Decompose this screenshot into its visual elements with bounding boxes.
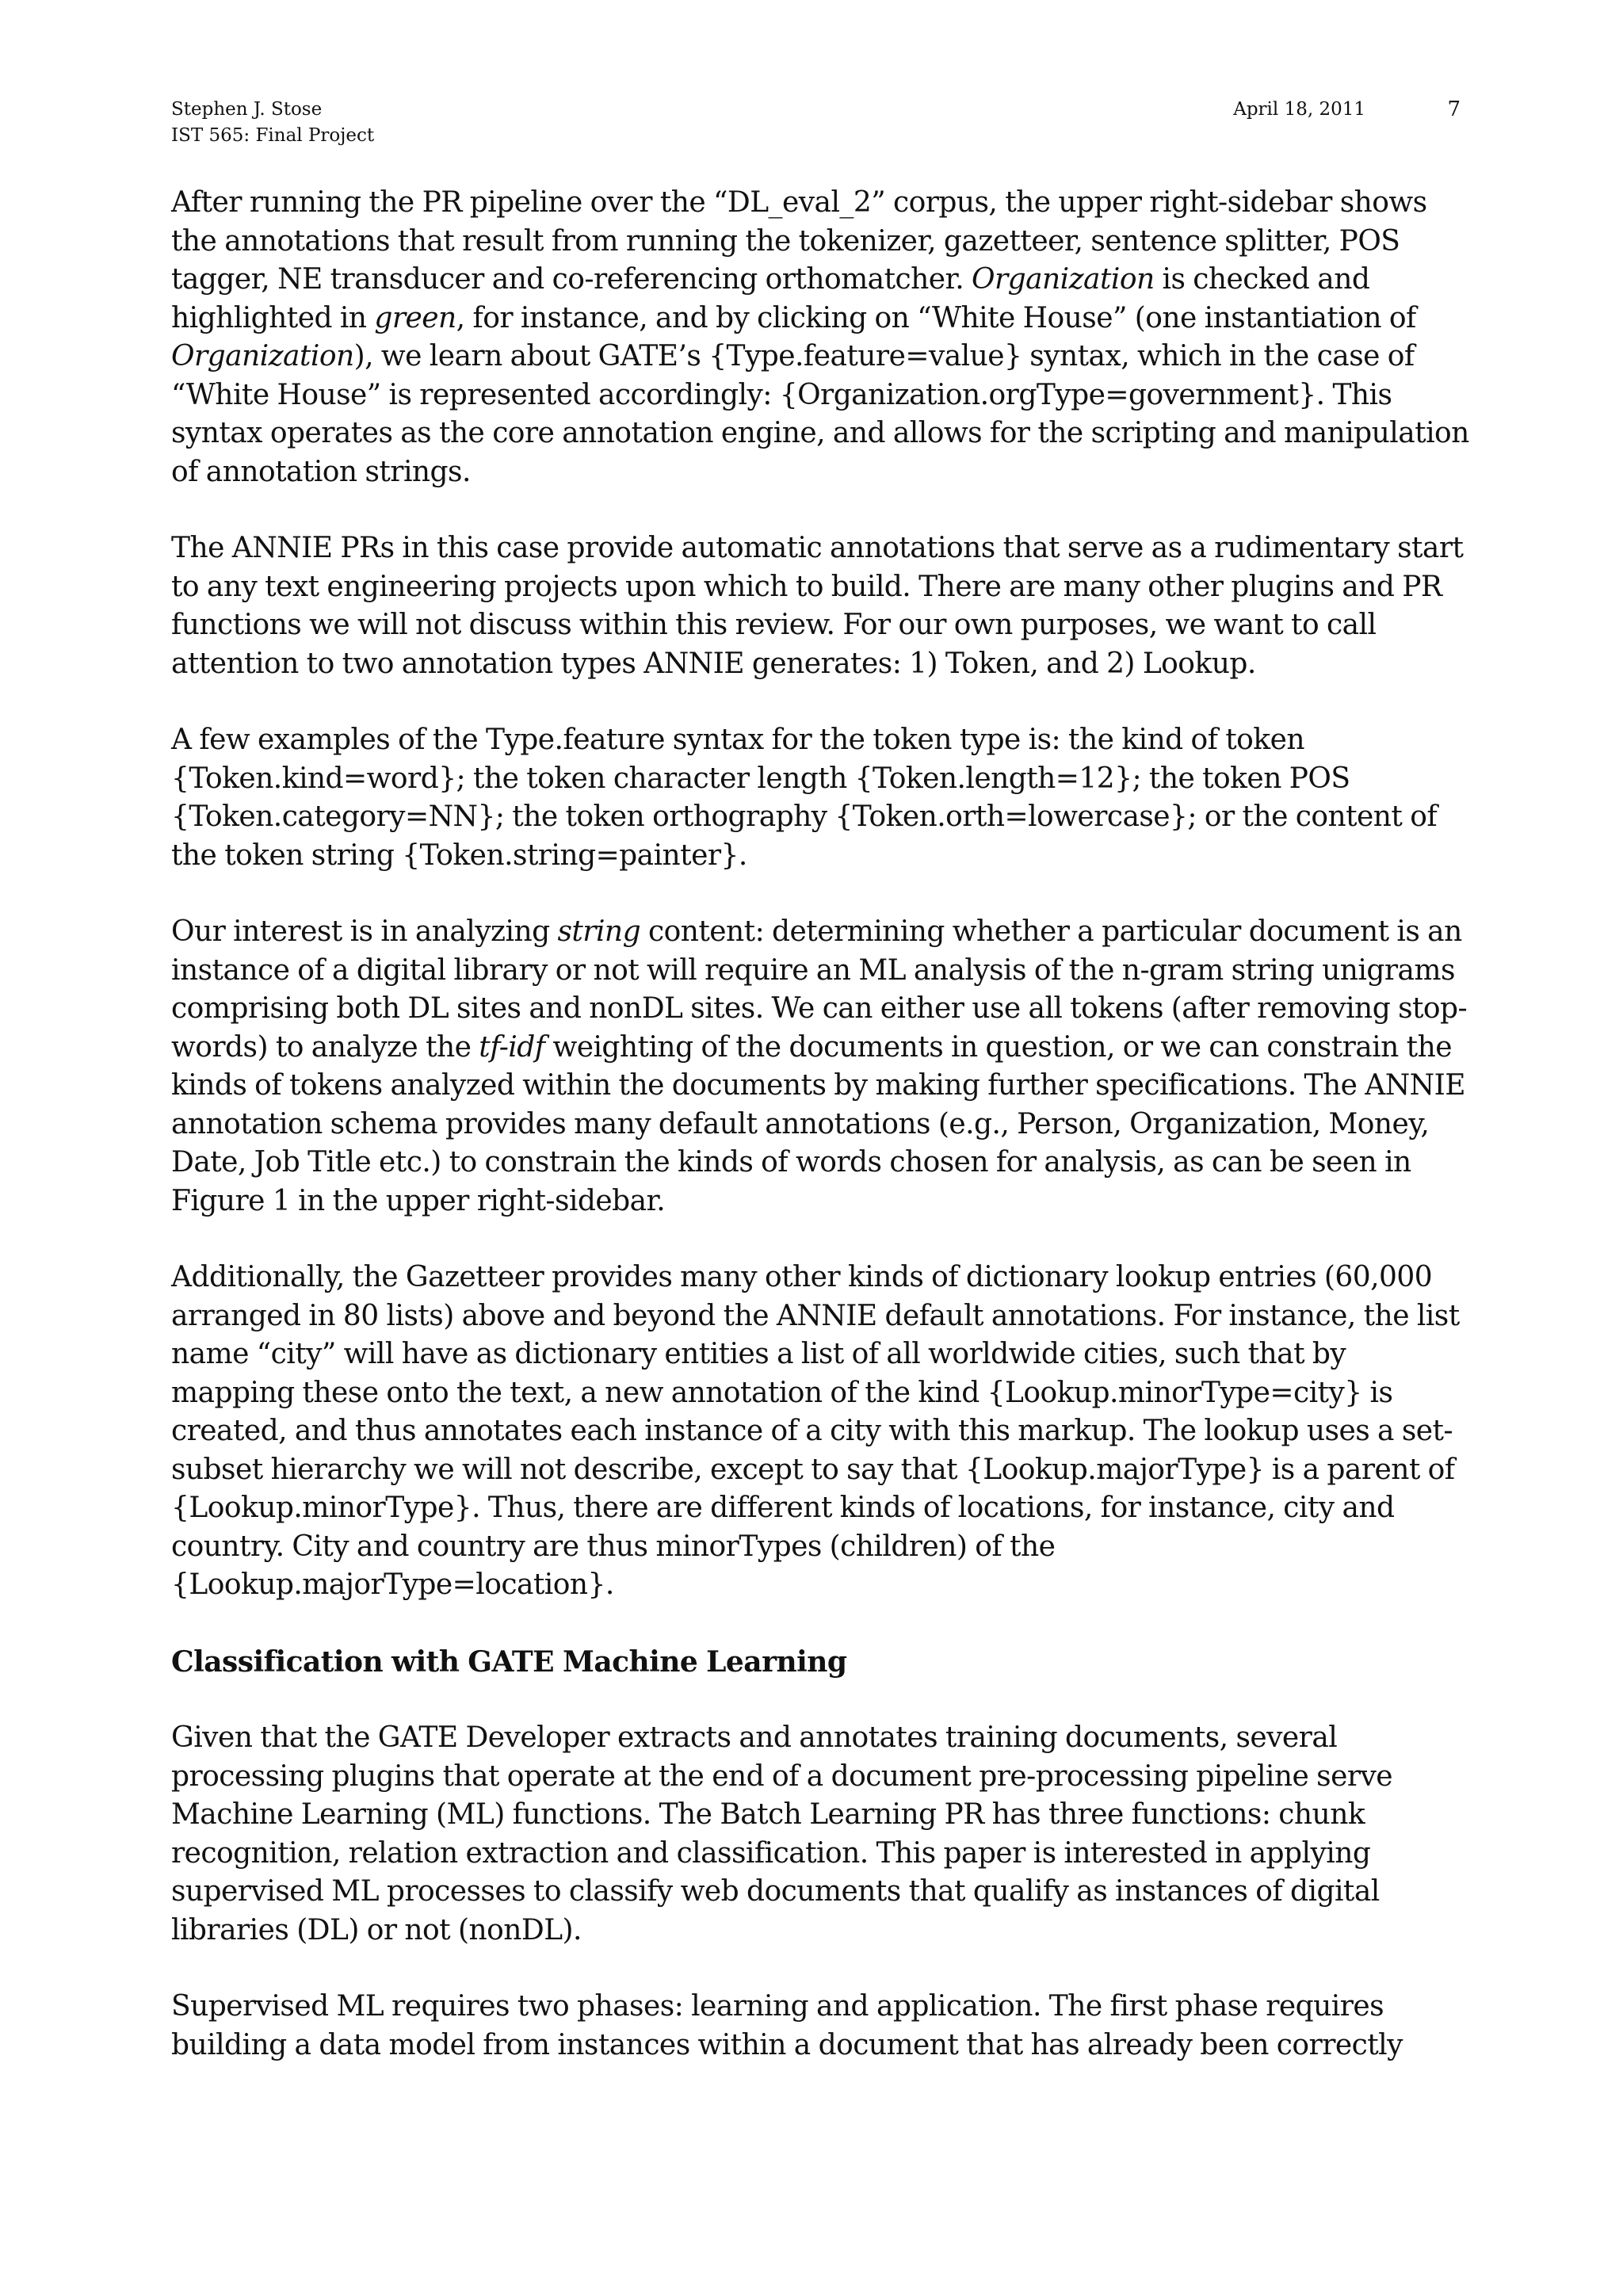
- p1-text-c: is checked and highlighted in: [171, 263, 1370, 334]
- page-number: 7: [1447, 97, 1461, 121]
- p4-italic-tfidf: tf-idf: [479, 1030, 545, 1064]
- p4-text-c: content: determining whether a particular document is an instance of a digital library or not will require an ML analysis of the n-gram string unigrams comprising both DL sites and nonDL sites. We can either use all tokens (after removing stop-words) to analyze the: [171, 915, 1468, 1064]
- paragraph-5: Additionally, the Gazetteer provides many other kinds of dictionary lookup entries (60,000 arranged in 80 lists) above and beyond the ANNIE default annotations. For instance, the list name “city” will have as dictionary entities a list of all worldwide cities, such that by mapping these onto the text, a new annotation of the kind {Lookup.minorType=city} is created, and thus annotates each instance of a city with this markup. The lookup uses a set-subset hierarchy we will not describe, except to say that {Lookup.majorType} is a parent of {Lookup.minorType}. Thus, there are different kinds of locations, for instance, city and country. City and country are thus minorTypes (children) of the {Lookup.majorType=location}.: [171, 1261, 1460, 1601]
- p1-text-e: , for instance, and by clicking on “White House” (one instantiation of: [456, 301, 1416, 334]
- course-title: IST 565: Final Project: [171, 125, 375, 146]
- header-date: April 18, 2011: [1233, 99, 1365, 120]
- paragraph-6: Given that the GATE Developer extracts and annotates training documents, several processing plugins that operate at the end of a document pre-processing pipeline serve Machine Learning (ML) functions. The Batch Learning PR has three functions: chunk recognition, relation extraction and classification. This paper is interested in applying supervised ML processes to classify web documents that qualify as instances of digital libraries (DL) or not (nonDL).: [171, 1721, 1393, 1946]
- p1-text-g: ), we learn about GATE’s {Type.feature=value} syntax, which in the case of “White House” is represented accordingly: {Organization.orgType=government}. This syntax operates as the core annotation engine, and allows for the scripting and manipulation of annotation strings.: [171, 340, 1469, 488]
- p4-italic-string: string: [557, 915, 641, 948]
- p1-italic-green: green: [374, 301, 456, 334]
- paragraph-7: Supervised ML requires two phases: learning and application. The first phase requires building a data model from instances within a document that has already been correctly: [171, 1990, 1403, 2061]
- paragraph-2: The ANNIE PRs in this case provide automatic annotations that serve as a rudimentary start to any text engineering projects upon which to build. There are many other plugins and PR functions we will not discuss within this review. For our own purposes, we want to call attention to two annotation types ANNIE generates: 1) Token, and 2) Lookup.: [171, 532, 1464, 680]
- p1-italic-organization-2: Organization: [171, 340, 354, 372]
- paragraph-3: A few examples of the Type.feature syntax for the token type is: the kind of token {Token.kind=word}; the token character length {Token.length=12}; the token POS {Token.category=NN}; the token orthography {Token.orth=lowercase}; or the content of the token string {Token.string=painter}.: [171, 724, 1438, 872]
- p1-text-a: After running the PR pipeline over the “DL_eval_2” corpus, the upper right-sidebar shows the annotations that result from running the tokenizer, gazetteer, sentence splitter, POS tagger, NE transducer and co-referencing orthomatcher.: [171, 186, 1427, 296]
- paragraph-4: [171, 913, 1471, 1221]
- author-name: Stephen J. Stose: [171, 99, 323, 120]
- p4-text-a: Our interest is in analyzing: [171, 915, 558, 948]
- page-header: [171, 97, 1461, 149]
- body-text: [171, 184, 1471, 2103]
- p1-italic-organization: Organization: [971, 263, 1155, 296]
- section-heading: Classification with GATE Machine Learning: [171, 1645, 847, 1679]
- p4-text-e: weighting of the documents in question, or we can constrain the kinds of tokens analyzed within the documents by making further specifications. The ANNIE annotation schema provides many default annotations (e.g., Person, Organization, Money, Date, Job Title etc.) to constrain the kinds of words chosen for analysis, as can be seen in Figure 1 in the upper right-sidebar.: [171, 1030, 1466, 1217]
- paragraph-1: [171, 184, 1471, 491]
